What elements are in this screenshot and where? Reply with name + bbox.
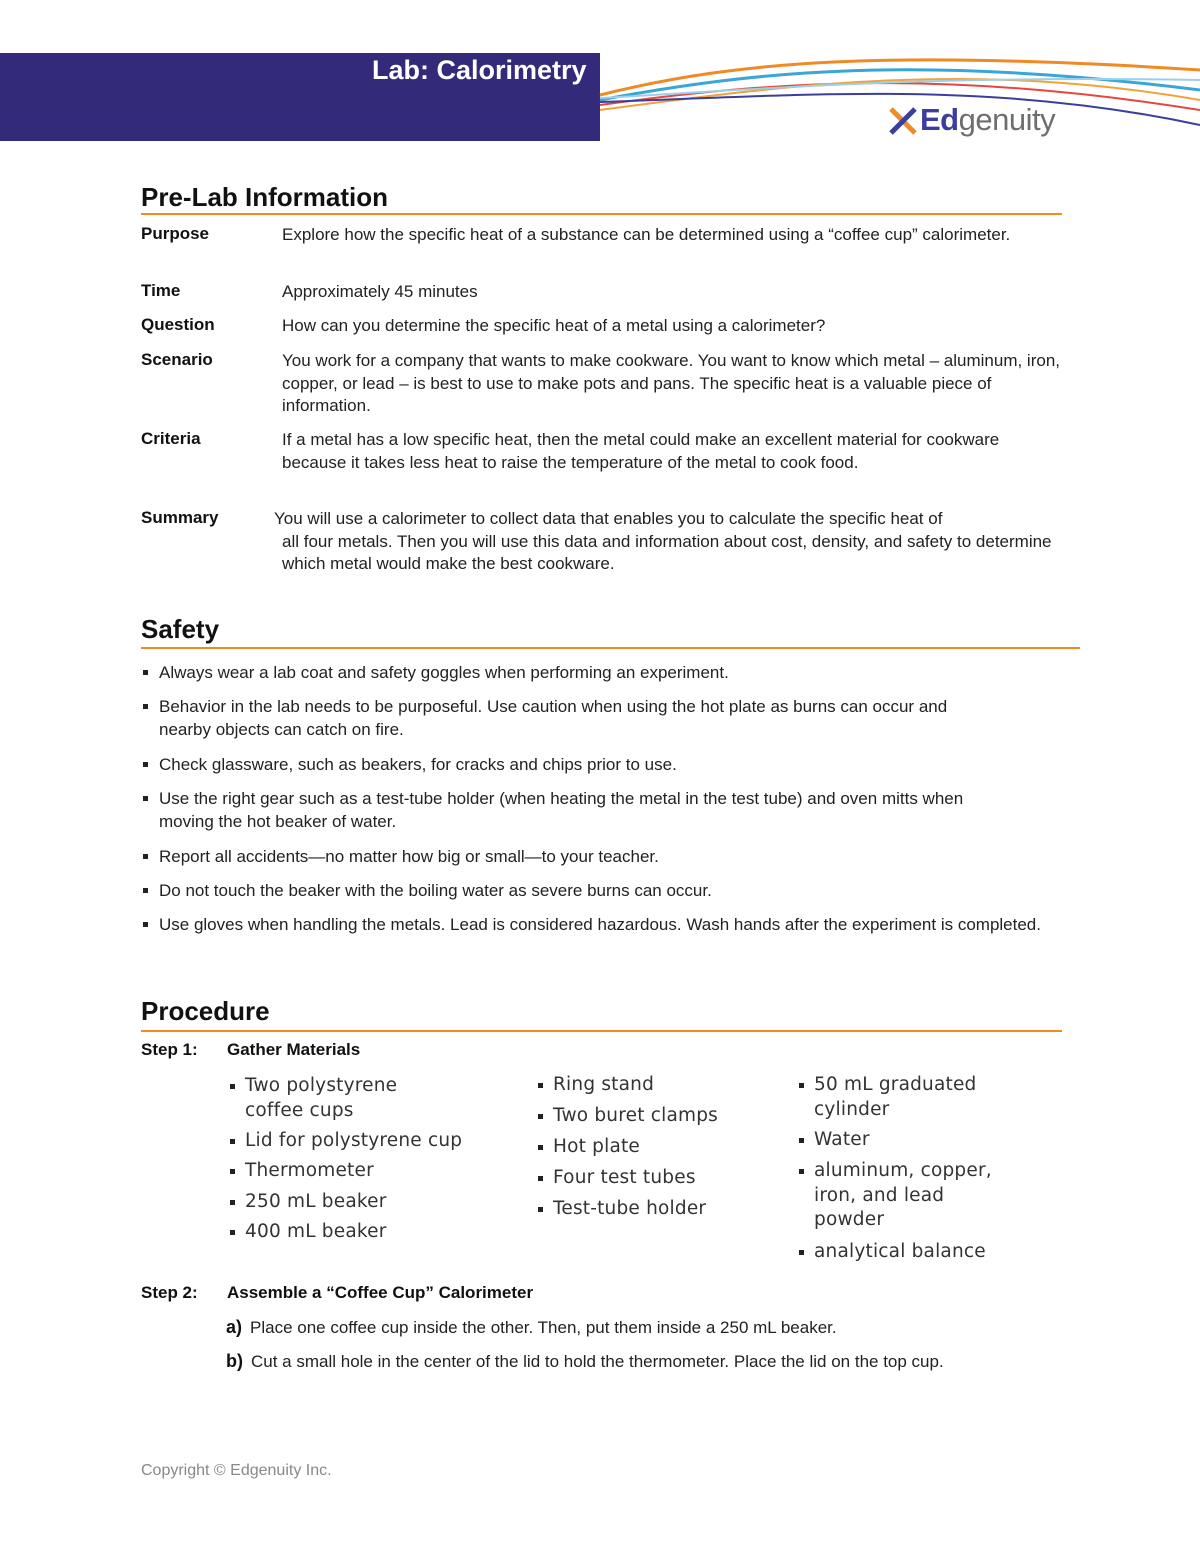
criteria-text: If a metal has a low specific heat, then the metal could make an excellent material for cookware because it takes less heat to raise the temperature of the metal to cook food.	[282, 430, 1000, 472]
time-label: Time	[141, 281, 181, 300]
bullet-icon	[230, 1139, 235, 1144]
safety-item: Always wear a lab coat and safety goggles when performing an experiment.	[141, 661, 1071, 684]
bullet-icon	[143, 704, 148, 709]
page-title: Lab: Calorimetry	[372, 55, 587, 85]
bullet-icon	[143, 670, 148, 675]
summary-text-rest: all four metals. Then you will use this data and information about cost, density, and safety to determine which metal would make the best cookware.	[282, 531, 1052, 574]
bullet-icon	[143, 922, 148, 927]
criteria-label: Criteria	[141, 429, 201, 448]
bullet-icon	[143, 888, 148, 893]
bullet-icon	[230, 1200, 235, 1205]
bullet-icon	[538, 1207, 543, 1212]
safety-heading: Safety	[141, 614, 220, 644]
bullet-icon	[230, 1169, 235, 1174]
scenario-text: You work for a company that wants to make cookware. You want to know which metal – aluminum, iron, copper, or lead – is best to use to make pots and pans. The specific heat is a valuable piece of information.	[282, 351, 1060, 416]
bullet-icon	[143, 796, 148, 801]
safety-item: Use the right gear such as a test-tube holder (when heating the metal in the test tube) and oven mitts when moving the hot beaker of water.	[141, 787, 1071, 833]
bullet-icon	[143, 854, 148, 859]
bullet-icon	[799, 1083, 804, 1088]
safety-item: Do not touch the beaker with the boiling water as severe burns can occur.	[141, 879, 1071, 902]
question-label: Question	[141, 315, 215, 334]
procedure-heading: Procedure	[141, 996, 270, 1026]
step2-item-b: b) Cut a small hole in the center of the lid to hold the thermometer. Place the lid on the top cup.	[226, 1351, 944, 1371]
bullet-icon	[538, 1083, 543, 1088]
step2-item-a: a) Place one coffee cup inside the other. Then, put them inside a 250 mL beaker.	[226, 1317, 837, 1337]
step2-label: Step 2:	[141, 1283, 198, 1302]
copyright: Copyright © Edgenuity Inc.	[141, 1462, 332, 1479]
prelab-heading: Pre-Lab Information	[141, 182, 389, 212]
time-text: Approximately 45 minutes	[282, 282, 478, 301]
material-item: Two polystyrene coffee cups	[228, 1074, 458, 1123]
material-item: Water	[797, 1128, 870, 1153]
bullet-icon	[143, 762, 148, 767]
logo-x-icon	[888, 106, 918, 136]
material-item: Thermometer	[228, 1159, 374, 1184]
procedure-rule	[141, 1030, 1062, 1032]
material-item: Ring stand	[536, 1073, 654, 1098]
bullet-icon	[799, 1250, 804, 1255]
safety-item: Behavior in the lab needs to be purposeful. Use caution when using the hot plate as burns can occur and nearby objects can catch on fire.	[141, 695, 1071, 741]
scenario-label: Scenario	[141, 350, 213, 369]
safety-item: Use gloves when handling the metals. Lead is considered hazardous. Wash hands after the experiment is completed.	[141, 913, 1071, 936]
material-item: Four test tubes	[536, 1166, 696, 1191]
step2-title: Assemble a “Coffee Cup” Calorimeter	[227, 1283, 534, 1302]
bullet-icon	[799, 1169, 804, 1174]
purpose-label: Purpose	[141, 224, 210, 243]
bullet-icon	[538, 1176, 543, 1181]
bullet-icon	[230, 1230, 235, 1235]
summary-label: Summary	[141, 508, 219, 527]
material-item: 400 mL beaker	[228, 1220, 387, 1245]
step1-label: Step 1:	[141, 1040, 198, 1059]
question-text: How can you determine the specific heat of a metal using a calorimeter?	[282, 316, 826, 335]
material-item: analytical balance	[797, 1240, 986, 1265]
material-item: Hot plate	[536, 1135, 640, 1160]
material-item: 250 mL beaker	[228, 1190, 387, 1215]
material-item: Lid for polystyrene cup	[228, 1129, 462, 1154]
summary-text	[274, 508, 1054, 576]
step1-title: Gather Materials	[227, 1040, 361, 1059]
material-item: aluminum, copper, iron, and lead powder	[797, 1159, 1004, 1233]
safety-rule	[141, 647, 1080, 649]
bullet-icon	[799, 1138, 804, 1143]
summary-text-first: You will use a calorimeter to collect data that enables you to calculate the specific heat of	[274, 509, 943, 528]
bullet-icon	[230, 1084, 235, 1089]
bullet-icon	[538, 1145, 543, 1150]
material-item: Two buret clamps	[536, 1104, 718, 1129]
logo-text: Edgenuity	[920, 102, 1056, 137]
safety-item: Report all accidents—no matter how big or small—to your teacher.	[141, 845, 1071, 868]
material-item: 50 mL graduated cylinder	[797, 1073, 989, 1122]
safety-item: Check glassware, such as beakers, for cracks and chips prior to use.	[141, 753, 1071, 776]
material-item: Test-tube holder	[536, 1197, 706, 1222]
prelab-rule	[141, 213, 1062, 215]
purpose-text: Explore how the specific heat of a substance can be determined using a “coffee cup” calorimeter.	[282, 225, 1011, 244]
bullet-icon	[538, 1114, 543, 1119]
